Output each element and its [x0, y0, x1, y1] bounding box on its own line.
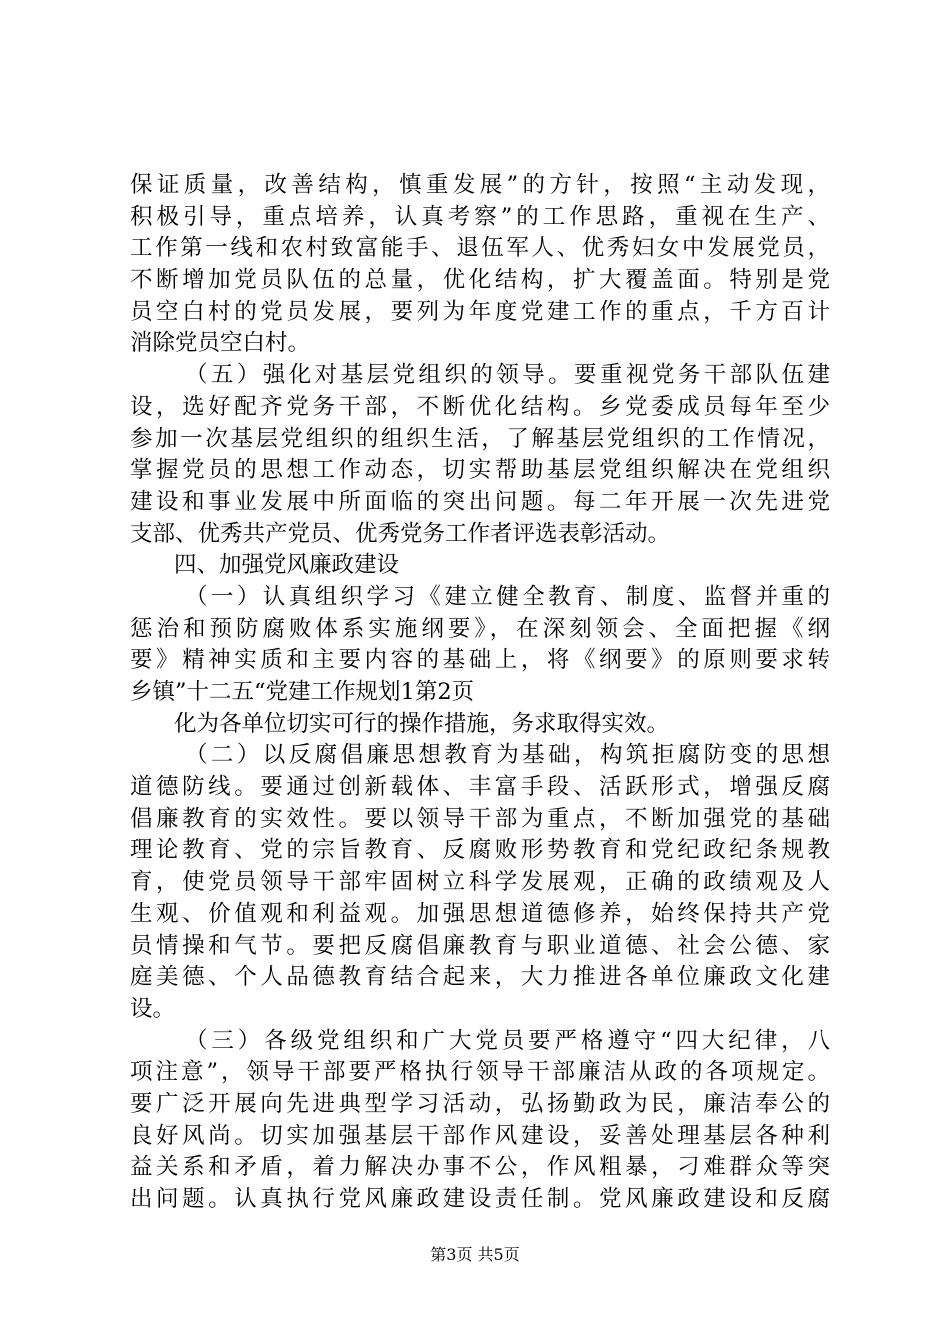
- text-line: 益关系和矛盾，着力解决办事不公，作风粗暴，刁难群众等突: [130, 1154, 830, 1181]
- text-line: 设，选好配齐党务干部，不断优化结构。乡党委成员每年至少: [130, 393, 830, 420]
- text-line: 支部、优秀共产党员、优秀党务工作者评选表彰活动。: [130, 520, 671, 547]
- text-line: 化为各单位切实可行的操作措施，务求取得实效。: [174, 710, 670, 737]
- document-body: [130, 170, 830, 1216]
- text-line: （三）各级党组织和广大党员要严格遵守“四大纪律，八: [185, 1027, 830, 1054]
- text-line: 出问题。认真执行党风廉政建设责任制。党风廉政建设和反腐: [130, 1186, 830, 1212]
- text-line: 乡镇”十二五“党建工作规划1第2页: [130, 679, 475, 705]
- text-line: 四、加强党风廉政建设: [174, 552, 400, 579]
- text-line: 惩治和预防腐败体系实施纲要》，在深刻领会、全面把握《纲: [130, 615, 830, 642]
- text-line: 道德防线。要通过创新载体、丰富手段、活跃形式，增强反腐: [130, 774, 830, 801]
- text-line: 设。: [130, 995, 176, 1022]
- text-line: 掌握党员的思想工作动态，切实帮助基层党组织解决在党组织: [130, 457, 830, 484]
- text-line: 积极引导，重点培养，认真考察”的工作思路，重视在生产、: [130, 203, 830, 230]
- text-line: 庭美德、个人品德教育结合起来，大力推进各单位廉政文化建: [130, 964, 830, 991]
- text-line: （一）认真组织学习《建立健全教育、制度、监督并重的: [185, 583, 830, 610]
- text-line: 倡廉教育的实效性。要以领导干部为重点，不断加强党的基础: [130, 805, 830, 832]
- text-line: （五）强化对基层党组织的领导。要重视党务干部队伍建: [185, 362, 830, 389]
- text-line: 要》精神实质和主要内容的基础上，将《纲要》的原则要求转: [130, 647, 830, 674]
- text-line: 生观、价值观和利益观。加强思想道德修养，始终保持共产党: [130, 900, 830, 927]
- text-line: 建设和事业发展中所面临的突出问题。每二年开展一次先进党: [130, 488, 830, 515]
- page-number-label: 第3页 共5页: [430, 1245, 520, 1264]
- text-line: 员情操和气节。要把反腐倡廉教育与职业道德、社会公德、家: [130, 932, 830, 959]
- text-line: 参加一次基层党组织的组织生活，了解基层党组织的工作情况，: [130, 425, 830, 452]
- text-line: 工作第一线和农村致富能手、退伍军人、优秀妇女中发展党员，: [130, 235, 830, 262]
- text-line: 不断增加党员队伍的总量，优化结构，扩大覆盖面。特别是党: [130, 267, 830, 294]
- text-line: （二）以反腐倡廉思想教育为基础，构筑拒腐防变的思想: [185, 742, 830, 769]
- text-line: 员空白村的党员发展，要列为年度党建工作的重点，千方百计: [130, 298, 830, 325]
- text-line: 良好风尚。切实加强基层干部作风建设，妥善处理基层各种利: [130, 1122, 830, 1149]
- text-line: 育，使党员领导干部牢固树立科学发展观，正确的政绩观及人: [130, 869, 830, 896]
- text-line: 要广泛开展向先进典型学习活动，弘扬勤政为民，廉洁奉公的: [130, 1090, 830, 1117]
- text-line: 消除党员空白村。: [130, 330, 311, 357]
- page-footer: [0, 1245, 950, 1265]
- text-line: 理论教育、党的宗旨教育、反腐败形势教育和党纪政纪条规教: [130, 837, 830, 864]
- text-line: 保证质量，改善结构，慎重发展”的方针，按照“主动发现，: [130, 172, 830, 198]
- text-line: 项注意”，领导干部要严格执行领导干部廉洁从政的各项规定。: [130, 1059, 830, 1086]
